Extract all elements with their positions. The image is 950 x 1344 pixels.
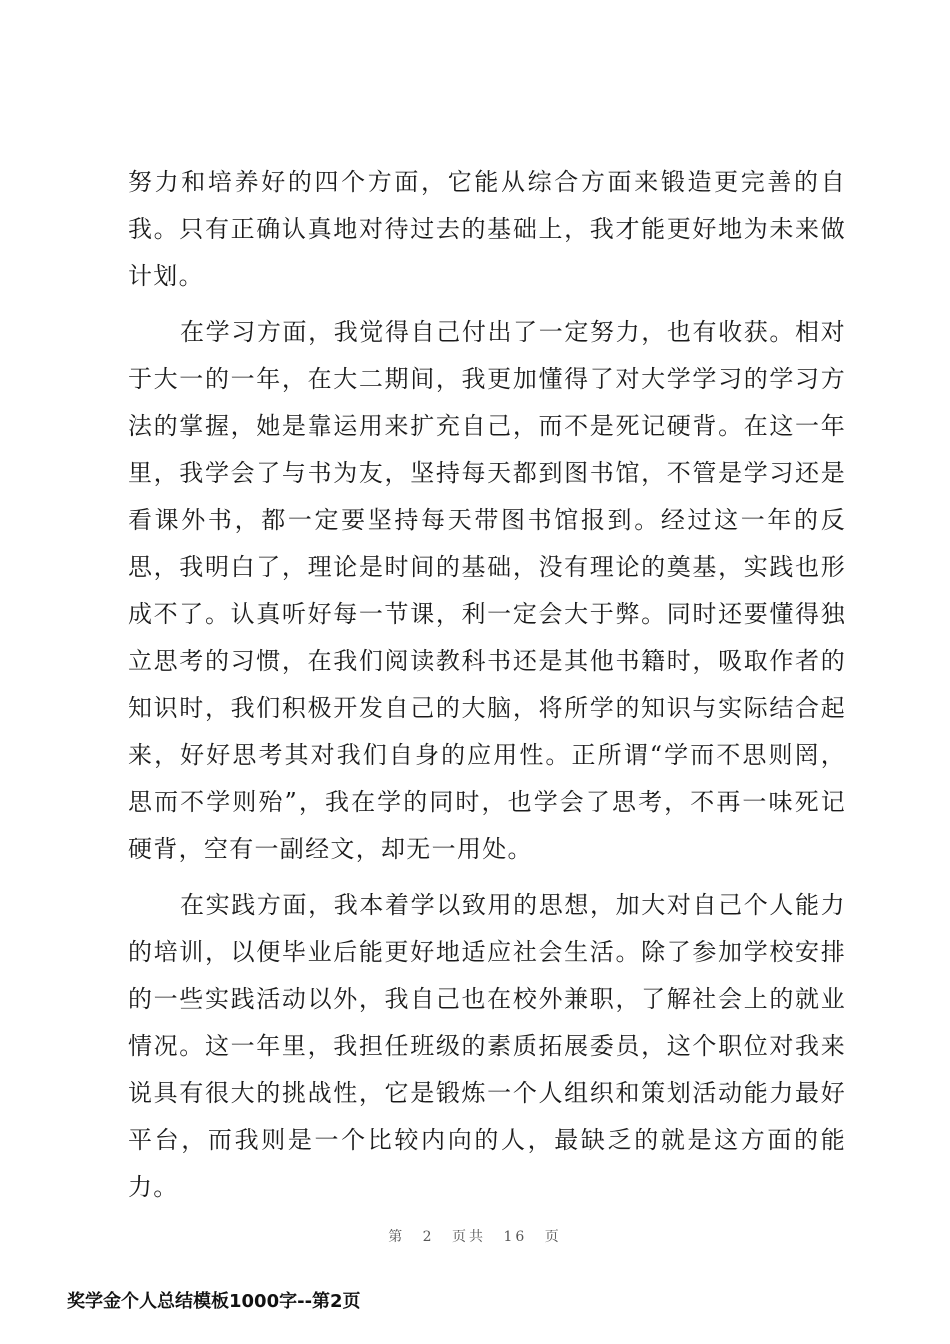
paragraph-study: 在学习方面，我觉得自己付出了一定努力，也有收获。相对于大一的一年，在大二期间，我更加懂得了对大学学习的学习方法的掌握，她是靠运用来扩充自己，而不是死记硬背。在这一年里，我学会了与书为友，坚持每天都到图书馆，不管是学习还是看课外书，都一定要坚持每天带图书馆报到。经过这一年的反思，我明白了，理论是时间的基础，没有理论的奠基，实践也形成不了。认真听好每一节课，利一定会大于弊。同时还要懂得独立思考的习惯，在我们阅读教科书还是其他书籍时，吸取作者的知识时，我们积极开发自己的大脑，将所学的知识与实际结合起来，好好思考其对我们自身的应用性。正所谓“学而不思则罔，思而不学则殆”，我在学的同时，也学会了思考，不再一味死记硬背，空有一副经文，却无一用处。 [128,318,846,863]
document-body [128,159,846,1220]
paragraph-practice: 在实践方面，我本着学以致用的思想，加大对自己个人能力的培训，以便毕业后能更好地适应社会生活。除了参加学校安排的一些实践活动以外，我自己也在校外兼职，了解社会上的就业情况。这一年里，我担任班级的素质拓展委员，这个职位对我来说具有很大的挑战性，它是锻炼一个人组织和策划活动能力最好平台，而我则是一个比较内向的人，最缺乏的就是这方面的能力。 [128,891,846,1201]
page-number-footer: 第 2 页共 16 页 [388,1229,562,1245]
paragraph-intro-continuation: 努力和培养好的四个方面，它能从综合方面来锻造更完善的自我。只有正确认真地对待过去的基础上，我才能更好地为未来做计划。 [128,168,846,290]
document-caption: 奖学金个人总结模板1000字--第2页 [67,1291,361,1312]
